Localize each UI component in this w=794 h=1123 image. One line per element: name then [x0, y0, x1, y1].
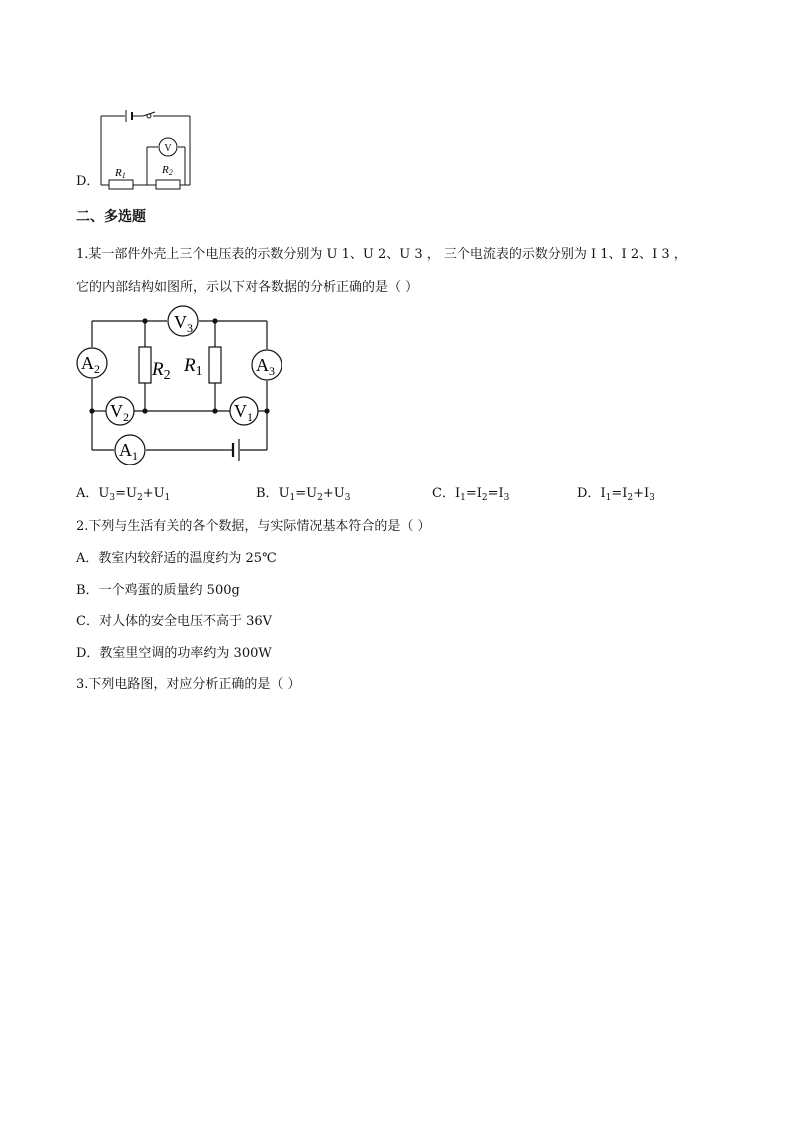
voltmeter-label: V — [164, 143, 172, 154]
r2-label: $R_2$ — [152, 359, 171, 383]
q2-stem: 2.下列与生活有关的各个数据，与实际情况基本符合的是（ ） — [76, 519, 431, 534]
switch-pivot — [147, 114, 151, 118]
q2-option-a[interactable]: A．教室内较舒适的温度约为 25℃ — [76, 551, 277, 566]
resistor-r2 — [156, 180, 180, 189]
q1-stem-line2: 它的内部结构如图所，示以下对各数据的分析正确的是（ ） — [76, 280, 419, 295]
prev-option-circuit-diagram — [95, 100, 200, 190]
q1-option-c[interactable]: C．$I_1=I_2=I_3$ — [432, 486, 510, 503]
q2-option-d[interactable]: D．教室里空调的功率约为 300W — [76, 646, 272, 661]
q2-option-b[interactable]: B．一个鸡蛋的质量约 500g — [76, 583, 240, 598]
a3-label: $A_3$ — [256, 355, 275, 378]
resistor-r1 — [109, 180, 133, 189]
a1-label: $A_1$ — [119, 440, 138, 463]
q2-option-c[interactable]: C．对人体的安全电压不高于 36V — [76, 614, 273, 629]
q3-stem: 3.下列电路图，对应分析正确的是（ ） — [76, 677, 301, 692]
q1-option-b[interactable]: B．$U_1=U_2+U_3$ — [256, 486, 351, 503]
section-title: 二、多选题 — [76, 209, 146, 225]
q1-stem-line1: 1.某一部件外壳上三个电压表的示数分别为 U 1、U 2、U 3 ， 三个电流表的示数分别为 I 1、I 2、I 3 ， — [76, 247, 687, 262]
q1-option-d[interactable]: D．$I_1=I_2+I_3$ — [577, 486, 655, 503]
a2-label: $A_2$ — [81, 353, 100, 376]
r2-label: R2 — [162, 164, 173, 177]
q1-circuit-diagram — [72, 305, 282, 465]
prev-option-letter: D． — [76, 174, 100, 189]
r1-label: $R_1$ — [184, 355, 203, 379]
q1-option-a[interactable]: A．$U_3=U_2+U_1$ — [76, 486, 171, 503]
resistor-r2 — [139, 347, 151, 383]
v3-label: $V_3$ — [174, 312, 193, 335]
v1-label: $V_1$ — [234, 401, 253, 424]
r1-label: R1 — [115, 167, 126, 180]
v2-label: $V_2$ — [110, 401, 129, 424]
resistor-r1 — [209, 347, 221, 383]
